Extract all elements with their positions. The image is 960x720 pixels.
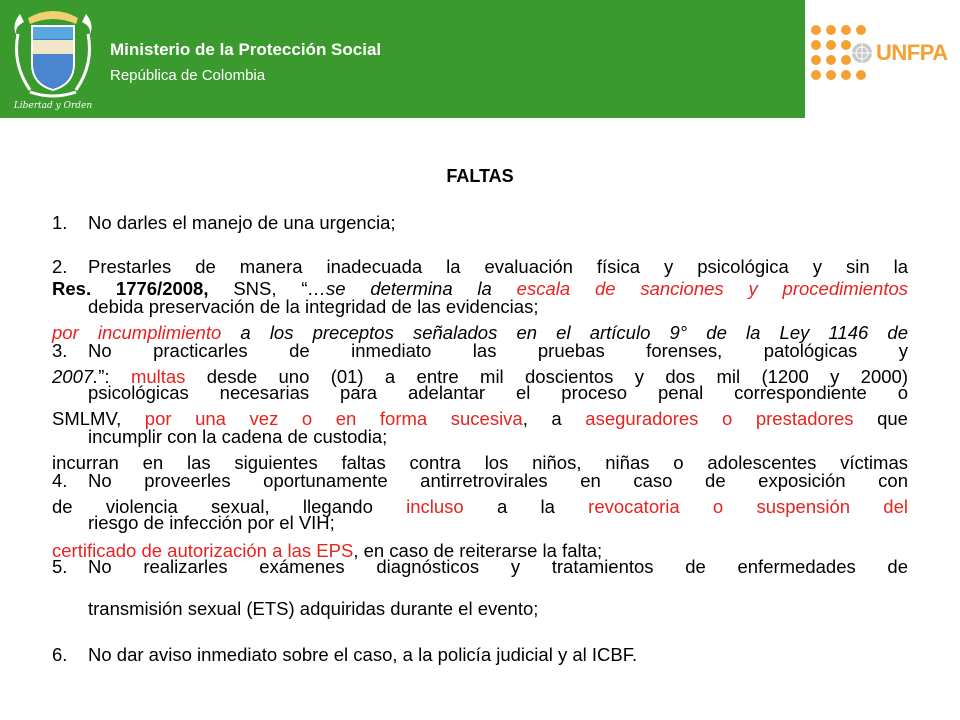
list-item: 3. No practicarles de inmediato las pruebas forenses, patológicas y xyxy=(52,340,908,361)
ministry-title: Ministerio de la Protección Social xyxy=(110,40,382,59)
list-item: 5. No realizarles exámenes diagnósticos y tratamientos de enfermedades de xyxy=(52,556,908,577)
list-item: 4. No proveerles oportunamente antirretrovirales en caso de exposición con xyxy=(52,470,908,491)
ministry-subtitle: República de Colombia xyxy=(110,67,266,84)
list-item: 2. Prestarles de manera inadecuada la evaluación física y psicológica y sin la xyxy=(52,256,908,277)
resolution-line-7: certificado de autorización a las EPS, en caso de reiterarse la falta; xyxy=(52,540,603,561)
resolution-line-3: 2007.”: multas desde uno (01) a entre mil doscientos y dos mil (1200 y 2000) xyxy=(52,366,908,387)
section-title: FALTAS xyxy=(446,166,514,186)
list-item-continuation: riesgo de infección por el VIH; xyxy=(88,512,335,533)
list-item-continuation: psicológicas necesarias para adelantar el proceso penal correspondiente o xyxy=(88,382,908,403)
list-item-continuation: transmisión sexual (ETS) adquiridas durante el evento; xyxy=(88,598,539,619)
list-item-continuation: incumplir con la cadena de custodia; xyxy=(88,426,388,447)
resolution-line-1: Res. 1776/2008, SNS, “…se determina la escala de sanciones y procedimientos xyxy=(52,278,909,299)
resolution-line-4: SMLMV, por una vez o en forma sucesiva, a aseguradores o prestadores que xyxy=(52,408,908,429)
unfpa-text: UNFPA xyxy=(876,40,948,65)
crest-motto: Libertad y Orden xyxy=(13,101,93,111)
resolution-line-2: por incumplimiento a los preceptos señalados en el artículo 9° de la Ley 1146 de xyxy=(52,322,909,343)
list-item: 1. No darles el manejo de una urgencia; xyxy=(52,212,396,233)
list-item-continuation: debida preservación de la integridad de las evidencias; xyxy=(88,296,539,317)
resolution-line-5: incurran en las siguientes faltas contra los niños, niñas o adolescentes víctimas xyxy=(52,452,908,473)
resolution-line-6: de violencia sexual, llegando incluso a la revocatoria o suspensión del xyxy=(52,496,908,517)
list-item: 6. No dar aviso inmediato sobre el caso, a la policía judicial y al ICBF. xyxy=(52,644,638,665)
